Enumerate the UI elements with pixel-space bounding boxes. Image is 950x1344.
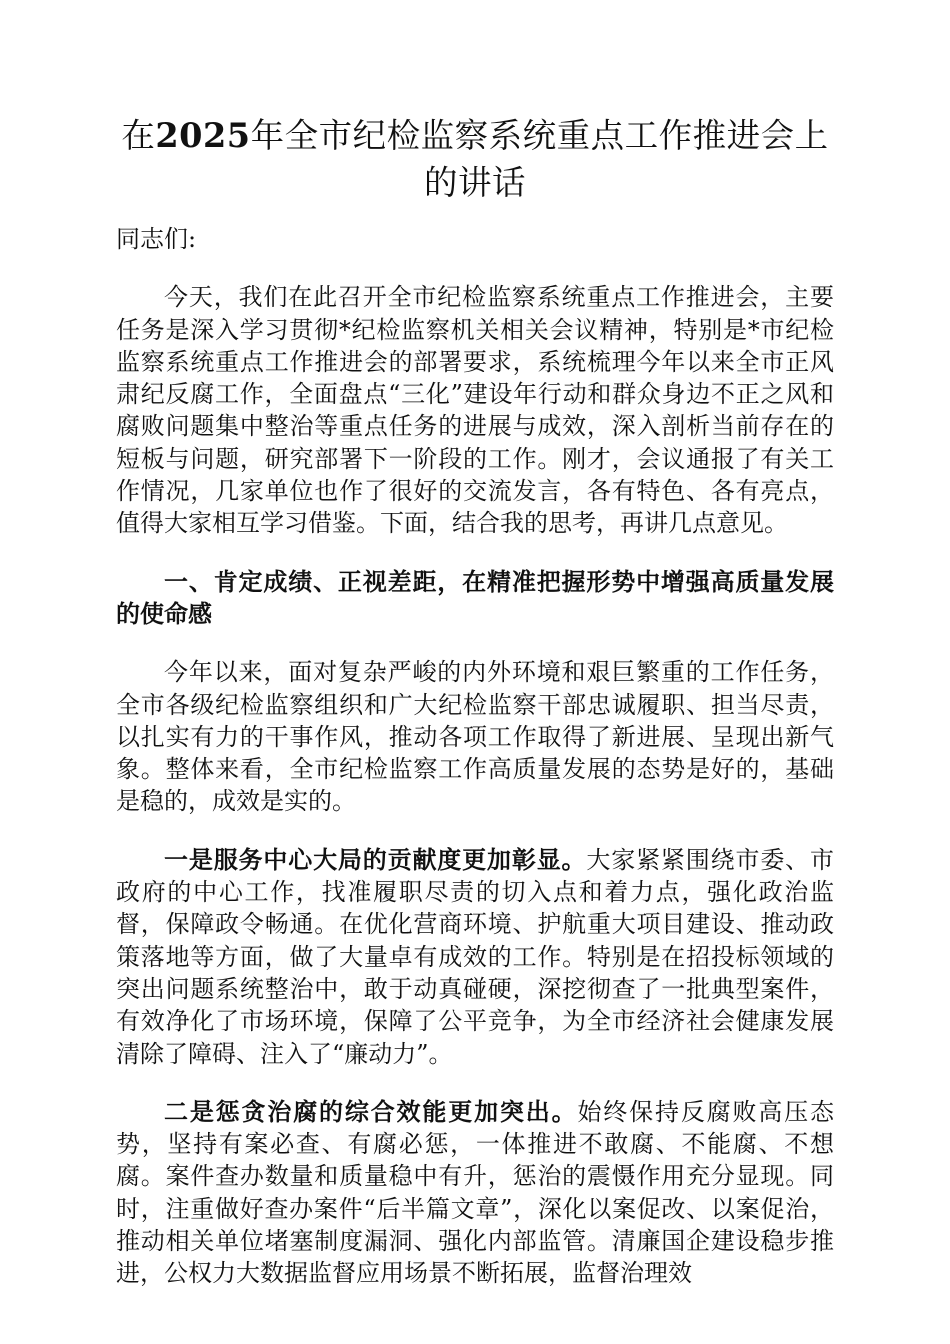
greeting: 同志们:: [116, 225, 197, 253]
point-2-body: 始终保持反腐败高压态势，坚持有案必查、有腐必惩，一体推进不敢腐、不能腐、不想腐。案件查办数量和质量稳中有升，惩治的震慑作用充分显现。同时，注重做好查办案件“后半篇文章”，深化以案促改、以案促治，推动相关单位堵塞制度漏洞、强化内部监管。清廉国企建设稳步推进，公权力大数据监督应用场景不断拓展，监督治理效: [116, 1097, 835, 1288]
point-2-paragraph: [116, 1096, 834, 1290]
title-suffix: 年全市纪检监察系统重点工作推进会上的讲话: [250, 116, 829, 202]
point-1-lead: 一是服务中心大局的贡献度更加彰显。: [164, 844, 587, 874]
point-2-lead: 二是惩贪治腐的综合效能更加突出。: [164, 1096, 578, 1126]
document-page: [116, 112, 834, 1290]
point-1-body: 大家紧紧围绕市委、市政府的中心工作，找准履职尽责的切入点和着力点，强化政治监督，保障政令畅通。在优化营商环境、护航重大项目建设、推动政策落地等方面，做了大量卓有成效的工作。特别是在招投标领域的突出问题系统整治中，敢于动真碰硬，深挖彻查了一批典型案件，有效净化了市场环境，保障了公平竞争，为全市经济社会健康发展清除了障碍、注入了“廉动力”。: [116, 845, 835, 1068]
document-title: [116, 112, 834, 206]
point-1-paragraph: [116, 844, 834, 1070]
title-prefix: 在: [121, 116, 156, 155]
title-year: 2025: [155, 116, 251, 155]
section-heading-1: 一、肯定成绩、正视差距，在精准把握形势中增强高质量发展的使命感: [116, 566, 834, 628]
section-1-intro-paragraph: 今年以来，面对复杂严峻的内外环境和艰巨繁重的工作任务，全市各级纪检监察组织和广大纪检监察干部忠诚履职、担当尽责，以扎实有力的干事作风，推动各项工作取得了新进展、呈现出新气象。整体来看，全市纪检监察工作高质量发展的态势是好的，基础是稳的，成效是实的。: [116, 658, 834, 816]
intro-paragraph: 今天，我们在此召开全市纪检监察系统重点工作推进会，主要任务是深入学习贯彻*纪检监察机关相关会议精神，特别是*市纪检监察系统重点工作推进会的部署要求，系统梳理今年以来全市正风肃纪反腐工作，全面盘点“三化”建设年行动和群众身边不正之风和腐败问题集中整治等重点任务的进展与成效，深入剖析当前存在的短板与问题，研究部署下一阶段的工作。刚才，会议通报了有关工作情况，几家单位也作了很好的交流发言，各有特色、各有亮点，值得大家相互学习借鉴。下面，结合我的思考，再讲几点意见。: [116, 283, 834, 538]
